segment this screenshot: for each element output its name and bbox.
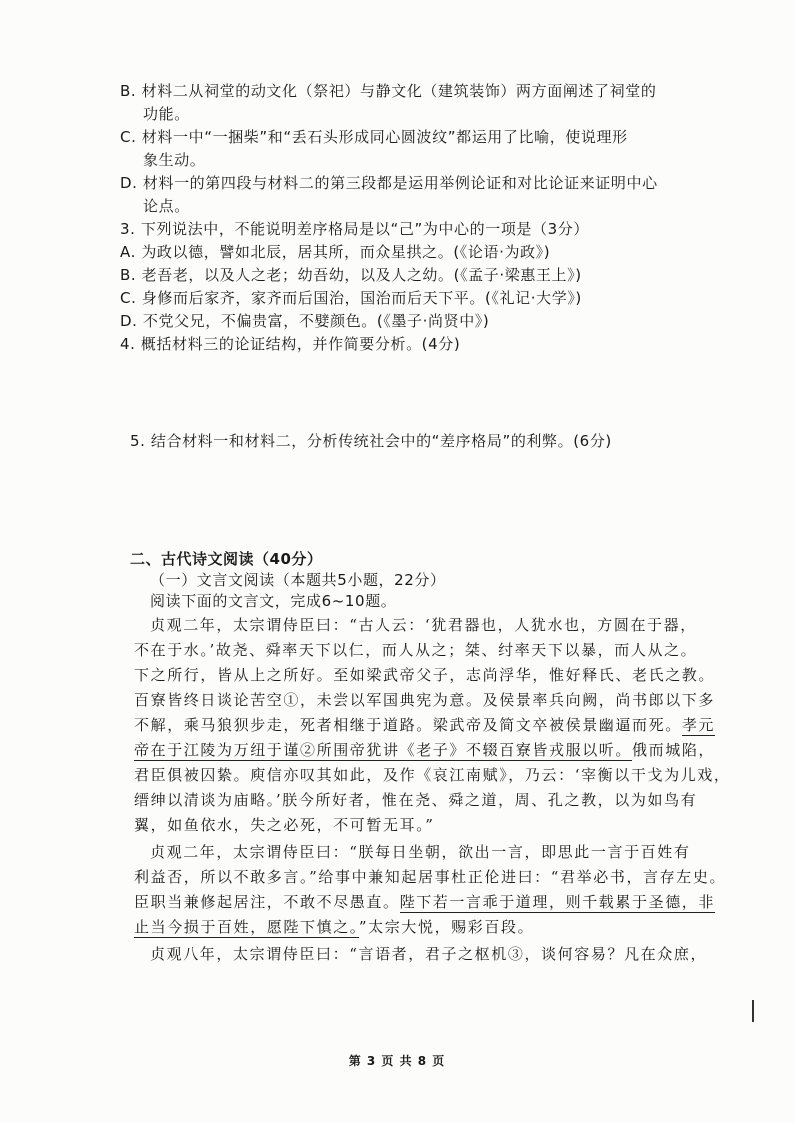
section-2-instruction: 阅读下面的文言文，完成6~10题。: [150, 592, 397, 610]
question-3-option-c: C. 身修而后家齐，家齐而后国治，国治而后天下平。(《礼记·大学》): [120, 289, 582, 307]
passage-line: 翼，如鱼依水，失之必死，不可暂无耳。”: [134, 816, 435, 834]
passage-text: ”太宗大悦，赐彩百段。: [358, 918, 535, 936]
passage-line: 贞观二年，太宗谓侍臣曰：“朕每日坐朝，欲出一言，即思此一言于百姓有: [150, 843, 691, 861]
option-d-line1: D. 材料一的第四段与材料二的第三段都是运用举例论证和对比论证来证明中心: [120, 174, 658, 192]
underlined-sentence: 帝在于江陵为万纽于谨②所围帝犹讲《老子》不辍百寮皆戎服以听。: [134, 741, 633, 759]
option-b-line2: 功能。: [143, 105, 190, 123]
passage-line: 百寮皆终日谈论苦空①，未尝以军国典宪为意。及侯景率兵向阙，尚书郎以下多: [134, 691, 716, 709]
question-3-option-d: D. 不党父兄，不偏贵富，不嬖颜色。(《墨子·尚贤中》): [120, 312, 490, 330]
passage-line: 不在于水。’故尧、舜率天下以仁，而人从之；桀、纣率天下以暴，而人从之。: [134, 641, 698, 659]
option-d-line2: 论点。: [143, 197, 190, 215]
underlined-sentence: 陛下若一言乖于道理，则千载累于圣德，非: [399, 893, 716, 911]
passage-line: 贞观八年，太宗谓侍臣曰：“言语者，君子之枢机③，谈何容易？凡在众庶，: [150, 945, 708, 963]
passage-line: [134, 916, 534, 937]
option-c-line2: 象生动。: [143, 151, 206, 169]
question-3-option-b: B. 老吾老，以及人之老；幼吾幼，以及人之幼。(《孟子·梁惠王上》): [120, 266, 582, 284]
option-c-line1: C. 材料一中“一捆柴”和“丢石头形成同心圆波纹”都运用了比喻，使说理形: [120, 128, 628, 146]
passage-line: [134, 739, 715, 760]
question-3-stem: 3. 下列说法中，不能说明差序格局是以“己”为中心的一项是（3分）: [120, 220, 589, 238]
question-3-option-a: A. 为政以德，譬如北辰，居其所，而众星拱之。(《论语·为政》): [120, 243, 551, 261]
margin-mark: [752, 1000, 754, 1022]
option-b-line1: B. 材料二从祠堂的动文化（祭祀）与静文化（建筑装饰）两方面阐述了祠堂的: [120, 82, 657, 100]
question-4-stem: 4. 概括材料三的论证结构，并作简要分析。(4分): [120, 335, 461, 353]
question-5-stem: 5. 结合材料一和材料二，分析传统社会中的“差序格局”的利弊。(6分): [130, 432, 612, 450]
passage-line: 利益否，所以不敢多言。”给事中兼知起居事杜正伦进曰：“君举必书，言存左史。: [134, 868, 727, 886]
underlined-sentence: 孝元: [681, 716, 716, 734]
passage-line: 君臣俱被囚絷。庾信亦叹其如此，及作《哀江南赋》，乃云：‘宰衡以干戈为儿戏，: [134, 766, 731, 784]
passage-line: 缙绅以清谈为庙略。’朕今所好者，惟在尧、舜之道，周、孔之教，以为如鸟有: [134, 791, 698, 809]
section-2-title: 二、古代诗文阅读（40分）: [130, 550, 323, 568]
passage-text: 臣职当兼修起居注，不敢不尽愚直。: [134, 893, 400, 911]
page-footer: 第 3 页 共 8 页: [348, 1054, 446, 1068]
passage-text: 不解，乘马狼狈步走，死者相继于道路。梁武帝及简文卒被侯景幽逼而死。: [134, 716, 682, 734]
passage-line: 下之所行，皆从上之所好。至如梁武帝父子，志尚浮华，惟好释氏、老氏之教。: [134, 666, 716, 684]
passage-line: [134, 714, 715, 735]
section-2-subtitle: （一）文言文阅读（本题共5小题，22分）: [150, 571, 446, 589]
passage-text: 俄而城陷，: [632, 741, 716, 759]
passage-line: [134, 891, 715, 912]
passage-line: 贞观二年，太宗谓侍臣曰：“古人云：‘犹君器也，人犹水也，方圆在于器，: [150, 616, 697, 634]
underlined-sentence: 止当今损于百姓，愿陛下慎之。: [134, 918, 359, 936]
